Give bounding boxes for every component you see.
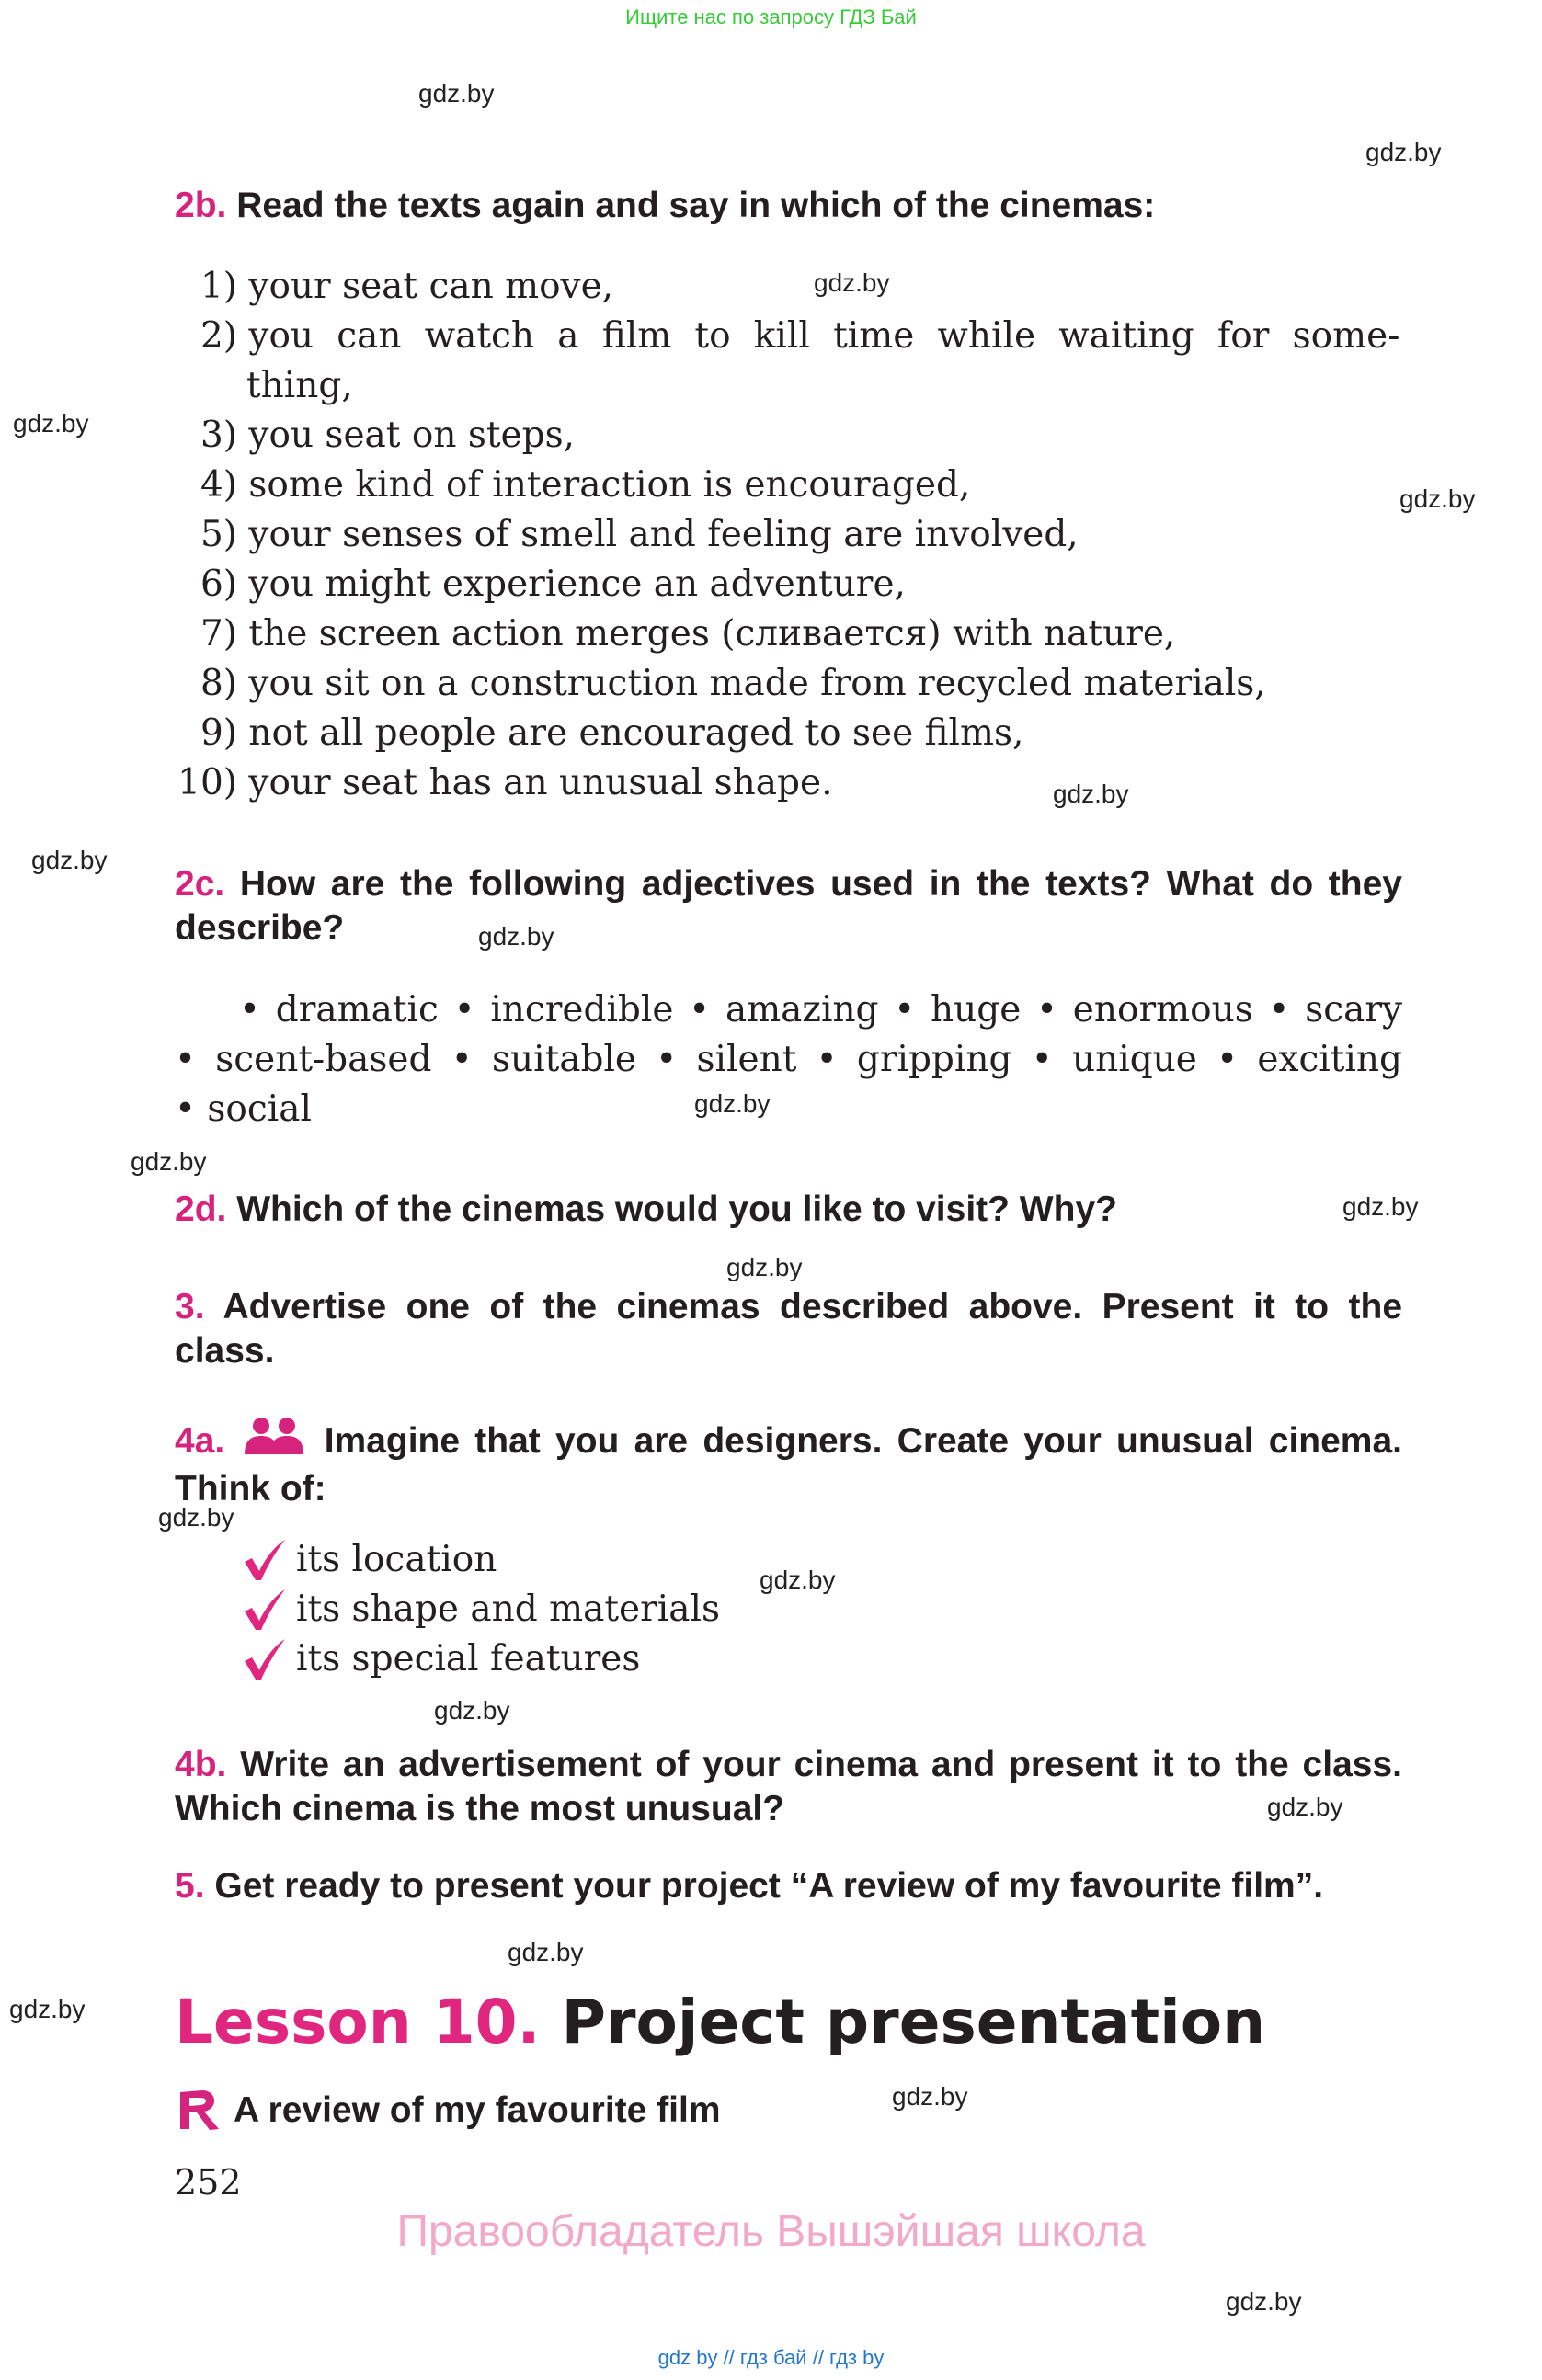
task-number: 5. — [175, 1866, 205, 1906]
watermark: gdz.by — [158, 1503, 234, 1532]
task-2d-heading — [175, 1188, 1402, 1232]
list-item: 10) your seat has an unusual shape. — [177, 762, 833, 803]
watermark: gdz.by — [131, 1147, 207, 1176]
list-item: 8) you sit on a construction made from recycled materials, — [200, 663, 1266, 704]
watermark: gdz.by — [726, 1253, 803, 1281]
watermark: gdz.by — [434, 1696, 510, 1725]
task-text: Write an advertisement of your cinema and present it to the class. Which cinema is the most unusual? — [175, 1745, 1402, 1828]
task-text: Advertise one of the cinemas described above. Present it to the class. — [175, 1287, 1403, 1371]
review-heading — [175, 2087, 721, 2135]
watermark: gdz.by — [814, 268, 890, 297]
watermark: gdz.by — [1399, 484, 1476, 513]
r-symbol-icon — [175, 2087, 228, 2135]
task-4b-heading — [175, 1743, 1402, 1831]
task-number: 2c. — [175, 864, 225, 904]
checklist-item: its location — [241, 1535, 497, 1585]
task-3-heading — [175, 1285, 1402, 1373]
watermark: gdz.by — [418, 79, 495, 108]
page-number: 252 — [175, 2162, 242, 2203]
task-2b-heading — [175, 184, 1402, 228]
watermark: gdz.by — [478, 922, 554, 951]
task-number: 4b. — [175, 1745, 227, 1784]
adjective-line: • scent-based • suitable • silent • gripping • unique • exciting — [175, 1039, 1402, 1080]
review-text: A review of my favourite film — [234, 2090, 721, 2130]
list-item: 1) your seat can move, — [200, 266, 614, 307]
watermark: gdz.by — [1267, 1793, 1343, 1821]
watermark: gdz.by — [508, 1938, 584, 1966]
watermark: gdz.by — [1342, 1192, 1419, 1221]
check-icon — [241, 1586, 289, 1634]
list-item: 6) you might experience an adventure, — [200, 564, 906, 605]
adjective-line: • dramatic • incredible • amazing • huge • enormous • scary — [239, 989, 1402, 1031]
watermark: gdz.by — [9, 1995, 86, 2023]
task-text: Get ready to present your project “A review of my favourite film”. — [214, 1866, 1324, 1906]
watermark: gdz.by — [892, 2082, 968, 2111]
watermark: gdz.by — [1365, 138, 1442, 166]
list-item: 7) the screen action merges (сливается) with nature, — [200, 613, 1176, 655]
list-item: 2) you can watch a film to kill time while waiting for some- — [200, 315, 1400, 357]
checklist-item: its special features — [241, 1634, 640, 1684]
watermark: gdz.by — [760, 1566, 836, 1594]
task-number: 4a. — [175, 1421, 225, 1461]
task-number: 3. — [175, 1287, 205, 1327]
lesson-label: Lesson 10. — [175, 1987, 541, 2057]
task-text: Imagine that you are designers. Create your unusual cinema. Think of: — [175, 1421, 1402, 1509]
pair-work-icon — [239, 1416, 309, 1467]
watermark: gdz.by — [694, 1089, 771, 1118]
lesson-title — [175, 1986, 1265, 2059]
adjective-line: • social — [175, 1088, 312, 1130]
copyright-holder: Правообладатель Вышэйшая школа — [396, 2207, 1146, 2256]
watermark: gdz.by — [1053, 780, 1129, 808]
lesson-name: Project presentation — [561, 1987, 1266, 2057]
watermark: gdz.by — [13, 409, 89, 438]
check-icon — [241, 1536, 289, 1584]
task-text: How are the following adjectives used in the texts? What do they describe? — [175, 864, 1402, 948]
task-text: Which of the cinemas would you like to visit? Why? — [236, 1190, 1117, 1229]
list-item: 3) you seat on steps, — [200, 415, 575, 456]
task-text: Read the texts again and say in which of the cinemas: — [236, 186, 1156, 225]
task-number: 2b. — [175, 186, 227, 225]
task-5-heading — [175, 1864, 1402, 1908]
task-number: 2d. — [175, 1190, 227, 1229]
watermark: gdz.by — [1226, 2287, 1302, 2316]
checklist-item: its shape and materials — [241, 1585, 720, 1634]
task-4a-heading — [175, 1416, 1402, 1511]
adjective-list — [175, 985, 1402, 1134]
search-hint: Ищите нас по запросу ГДЗ Бай — [625, 6, 917, 28]
footer-links: gdz by // гдз бай // гдз by — [657, 2346, 885, 2369]
list-item-continuation: thing, — [246, 365, 353, 406]
check-icon — [241, 1635, 289, 1683]
list-item: 9) not all people are encouraged to see films, — [200, 712, 1024, 754]
list-item: 4) some kind of interaction is encouraged, — [200, 464, 971, 506]
list-item: 5) your senses of smell and feeling are involved, — [200, 514, 1079, 555]
task-2c-heading — [175, 862, 1402, 951]
watermark: gdz.by — [31, 846, 108, 874]
